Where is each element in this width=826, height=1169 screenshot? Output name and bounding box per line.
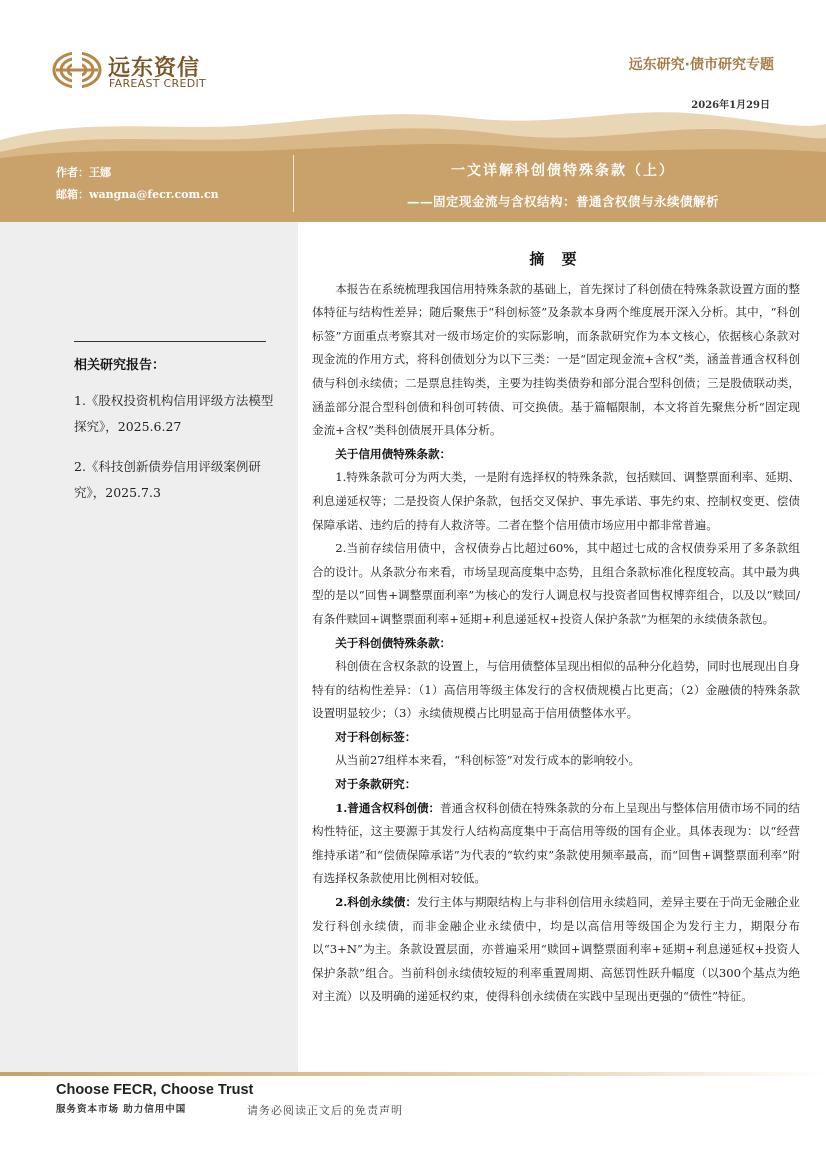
report-series: 远东研究·债市研究专题 [628, 57, 774, 73]
footer-bar [0, 1072, 826, 1076]
related-report-item[interactable]: 1.《股权投资机构信用评级方法模型探究》，2025.6.27 [74, 393, 274, 434]
footer-slogan: Choose FECR, Choose Trust [56, 1082, 254, 1098]
report-date: 2026年1月29日 [691, 100, 770, 111]
paragraph: 2.当前存续信用债中，含权债券占比超过60%，其中超过七成的含权债券采用了多条款组合的设计。从条款分布来看，市场呈现高度集中态势，且组合条款标准化程度较高。其中最为典型的是以“回售+调整票面利率”为核心的发行人调息权与投资者回售权博弈组合，以及以“赎回/有条件赎回+调整票面利率+延期+利息递延权+投资人保护条款”为框架的永续债条款包。 [312, 541, 800, 626]
section-title: 关于信用债特殊条款： [335, 446, 452, 461]
section-title: 对于科创标签： [335, 729, 417, 744]
related-report-item[interactable]: 2.《科技创新债券信用评级案例研究》，2025.7.3 [74, 459, 261, 500]
paragraph-lead: 2.科创永续债： [335, 895, 417, 910]
paragraph: 从当前27组样本来看，“科创标签”对发行成本的影响较小。 [335, 753, 641, 768]
paragraph-text: 普通含权科创债在特殊条款的分布上呈现出与整体信用债市场不同的结构性特征，这主要源于其发行人结构高度集中于高信用等级的国有企业。具体表现为：以“经营维持承诺”和“偿债保障承诺”为代表的“软约束”条款使用频率最高，而“回售+调整票面利率”附有选择权条款使用比例相对较低。 [312, 800, 800, 886]
related-reports-title: 相关研究报告： [74, 358, 166, 373]
paragraph [312, 891, 800, 1009]
report-subtitle: ——固定现金流与含权结构：普通含权债与永续债解析 [406, 194, 719, 209]
author-email: 邮箱：wangna@fecr.com.cn [56, 188, 219, 201]
author: 作者：王娜 [56, 166, 111, 179]
fareast-logo-icon [52, 50, 102, 90]
paragraph-text: 发行主体与期限结构上与非科创信用永续趋同，差异主要在于尚无金融企业发行科创永续债，而非金融企业永续债中，均是以高信用等级国企为发行主力，期限分布以“3+N”为主。条款设置层面，亦普遍采用“赎回+调整票面利率+延期+利息递延权+投资人保护条款”组合。当前科创永续债较短的利率重置周期、高惩罚性跃升幅度（以300个基点为绝对主流）以及明确的递延权约束，使得科创永续债在实践中呈现出更强的“债性”特征。 [312, 895, 800, 1004]
section-title: 对于条款研究： [335, 777, 417, 792]
paragraph: 科创债在含权条款的设置上，与信用债整体呈现出相似的品种分化趋势，同时也展现出自身特有的结构性差异：（1）高信用等级主体发行的含权债规模占比更高；（2）金融债的特殊条款设置明显较少；（3）永续债规模占比明显高于信用债整体水平。 [312, 659, 800, 721]
footer-slogan-cn: 服务资本市场 助力信用中国 [56, 1104, 187, 1115]
banner-divider [293, 155, 294, 212]
paragraph: 1.特殊条款可分为两大类，一是附有选择权的特殊条款，包括赎回、调整票面利率、延期、利息递延权等；二是投资人保护条款，包括交叉保护、事先承诺、事先约束、控制权变更、偿债保障承诺、违约后的持有人救济等。二者在整个信用债市场应用中都非常普遍。 [312, 470, 800, 532]
company-name-cn: 远东资信 [108, 56, 201, 81]
paragraph [312, 797, 800, 891]
left-sidebar [0, 222, 298, 1072]
footer-disclaimer: 请务必阅读正文后的免责声明 [247, 1104, 403, 1117]
abstract-heading: 摘 要 [529, 250, 583, 268]
report-title: 一文详解科创债特殊条款（上） [451, 163, 675, 179]
abstract-intro: 本报告在系统梳理我国信用特殊条款的基础上，首先探讨了科创债在特殊条款设置方面的整体特征与结构性差异；随后聚焦于“科创标签”及条款本身两个维度展开深入分析。其中，“科创标签”方面重点考察其对一级市场定价的实际影响，而条款研究作为本文核心，依据核心条款对现金流的作用方式，将科创债划分为以下三类：一是“固定现金流+含权”类，涵盖普通含权科创债与科创永续债；二是票息挂钩类，主要为挂钩类债券和部分混合型科创债；三是股债联动类，涵盖部分混合型科创债和科创可转债、可交换债。基于篇幅限制，本文将首先聚焦分析“固定现金流+含权”类科创债展开具体分析。 [312, 281, 800, 438]
related-divider [74, 341, 266, 342]
section-title: 关于科创债特殊条款： [335, 635, 452, 650]
paragraph-lead: 1.普通含权科创债： [335, 800, 441, 815]
abstract-body [312, 248, 800, 1009]
company-name-en: FAREAST CREDIT [109, 77, 207, 90]
